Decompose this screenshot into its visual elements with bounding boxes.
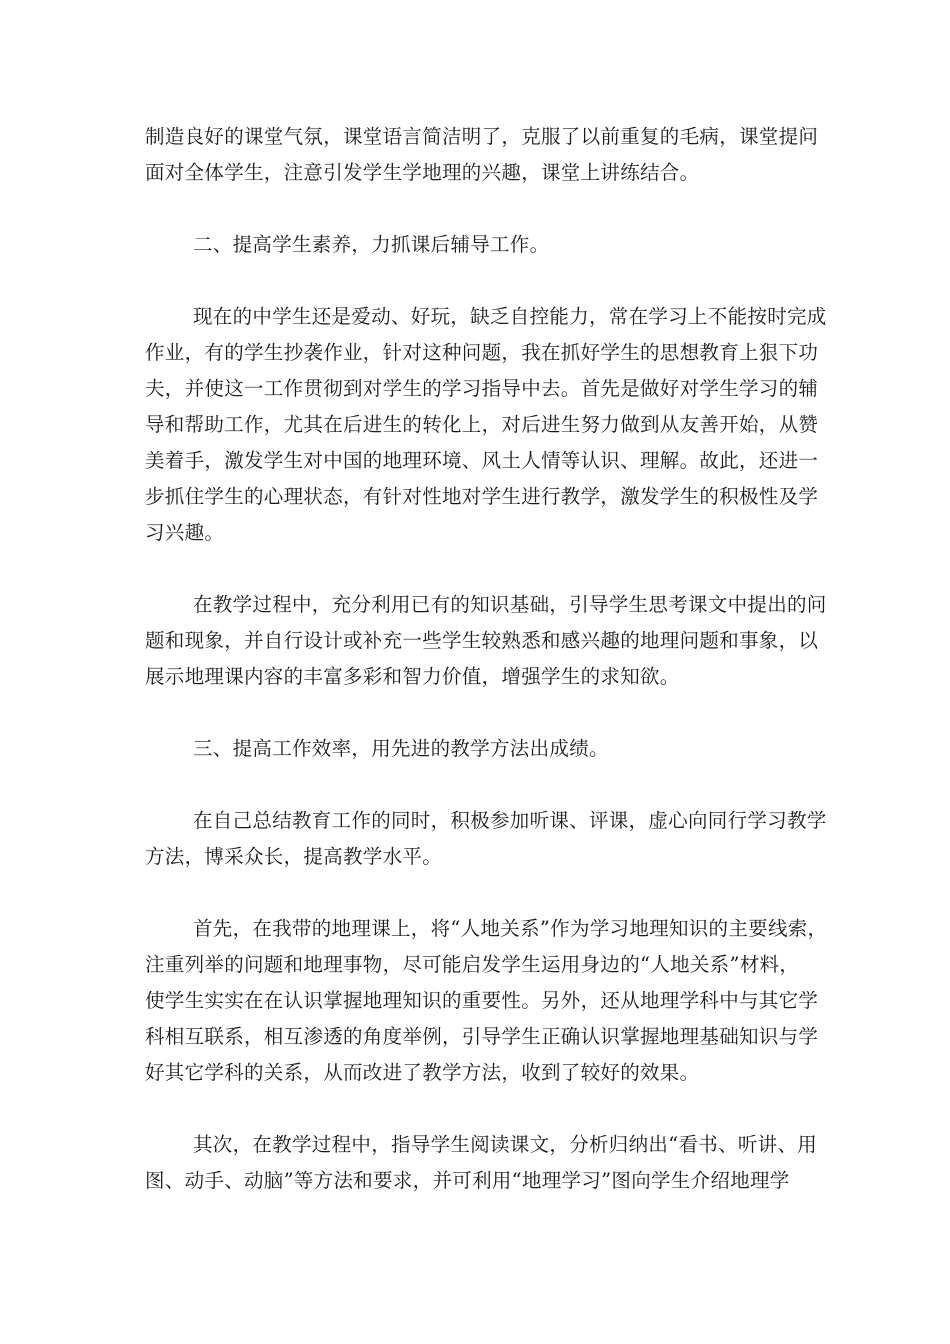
text-line: 在教学过程中，充分利用已有的知识基础，引导学生思考课文中提出的问 [193,593,827,616]
text-line: 使学生实实在在认识掌握地理知识的重要性。另外，还从地理学科中与其它学 [145,989,819,1012]
text-line: 习兴趣。 [145,521,225,544]
text-line: 步抓住学生的心理状态，有针对性地对学生进行教学，激发学生的积极性及学 [145,485,819,508]
text-line: 作业，有的学生抄袭作业，针对这种问题，我在抓好学生的思想教育上狠下功 [145,341,819,364]
text-line: 面对全体学生，注意引发学生学地理的兴趣，课堂上讲练结合。 [145,161,700,184]
text-line: 题和现象，并自行设计或补充一些学生较熟悉和感兴趣的地理问题和事象，以 [145,629,819,652]
text-line: 展示地理课内容的丰富多彩和智力价值，增强学生的求知欲。 [145,665,680,688]
text-line: 美着手，激发学生对中国的地理环境、风土人情等认识、理解。故此，还进一 [145,449,819,472]
text-line: 在自己总结教育工作的同时，积极参加听课、评课，虚心向同行学习教学 [193,809,827,832]
text-line: 导和帮助工作，尤其在后进生的转化上，对后进生努力做到从友善开始，从赞 [145,413,819,436]
text-line: 好其它学科的关系，从而改进了教学方法，收到了较好的效果。 [145,1061,700,1084]
text-line: 图、动手、动脑”等方法和要求，并可利用“地理学习”图向学生介绍地理学 [145,1169,790,1192]
text-line: 现在的中学生还是爱动、好玩，缺乏自控能力，常在学习上不能按时完成 [193,305,827,328]
text-line: 制造良好的课堂气氛，课堂语言简洁明了，克服了以前重复的毛病，课堂提问 [145,125,819,148]
section-heading: 二、提高学生素养，力抓课后辅导工作。 [193,233,550,256]
section-heading: 三、提高工作效率，用先进的教学方法出成绩。 [193,737,609,760]
text-line: 其次，在教学过程中，指导学生阅读课文，分析归纳出“看书、听讲、用 [193,1133,818,1156]
text-line: 科相互联系，相互渗透的角度举例，引导学生正确认识掌握地理基础知识与学 [145,1025,819,1048]
text-line: 夫，并使这一工作贯彻到对学生的学习指导中去。首先是做好对学生学习的辅 [145,377,819,400]
text-line: 首先，在我带的地理课上，将“人地关系”作为学习地理知识的主要线索， [193,917,828,940]
text-line: 注重列举的问题和地理事物，尽可能启发学生运用身边的“人地关系”材料， [145,953,800,976]
text-line: 方法，博采众长，提高教学水平。 [145,845,443,868]
